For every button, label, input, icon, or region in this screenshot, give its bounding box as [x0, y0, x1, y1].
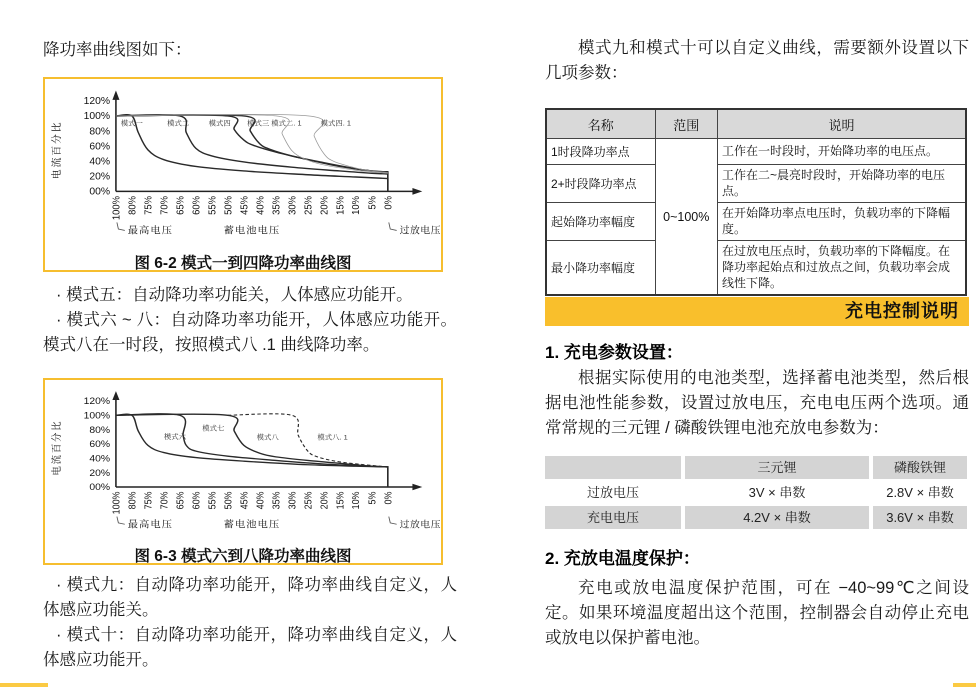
- page-corner-tab-right: [953, 683, 976, 687]
- svg-text:60%: 60%: [89, 439, 111, 450]
- derating-intro-text: 降功率曲线图如下：: [43, 41, 192, 59]
- param-name: 起始降功率幅度: [546, 203, 655, 241]
- svg-text:蓄电池电压: 蓄电池电压: [223, 225, 281, 237]
- svg-text:40%: 40%: [89, 156, 111, 168]
- bullet-mode-9: · 模式九：自动降功率功能开，降功率曲线自定义，人体感应功能关。: [43, 576, 457, 619]
- battery-header-lfp: 磷酸铁锂: [873, 456, 967, 479]
- svg-text:25%: 25%: [303, 196, 315, 215]
- derating-chart-svg: [45, 82, 441, 246]
- svg-text:75%: 75%: [143, 196, 155, 215]
- svg-text:50%: 50%: [223, 196, 235, 215]
- svg-text:模式六: 模式六: [163, 434, 187, 441]
- table-row: [546, 139, 966, 165]
- svg-text:45%: 45%: [237, 491, 250, 510]
- svg-text:30%: 30%: [285, 491, 298, 510]
- svg-text:55%: 55%: [205, 491, 218, 510]
- svg-text:过放电压: 过放电压: [399, 518, 441, 530]
- svg-text:模式八. 1: 模式八. 1: [317, 434, 348, 442]
- figure-6-2-caption: 图 6-2 模式一到四降功率曲线图: [134, 255, 352, 272]
- battery-header-ternary: 三元锂: [685, 456, 869, 479]
- svg-text:55%: 55%: [207, 196, 219, 215]
- svg-text:45%: 45%: [239, 196, 251, 215]
- params-header-desc: 说明: [718, 109, 966, 139]
- svg-text:25%: 25%: [301, 491, 314, 510]
- svg-text:120%: 120%: [83, 96, 111, 108]
- bullet-mode-5: · 模式五：自动降功率功能关，人体感应功能开。: [56, 286, 413, 304]
- param-desc: 工作在一时段时，开始降功率的电压点。: [718, 139, 966, 165]
- svg-text:0%: 0%: [381, 491, 394, 505]
- figure-6-3-caption: 图 6-3 模式六到八降功率曲线图: [134, 548, 352, 565]
- svg-text:70%: 70%: [159, 196, 171, 215]
- svg-text:00%: 00%: [89, 186, 111, 198]
- battery-cell: 4.2V × 串数: [685, 506, 869, 529]
- battery-cell: 3.6V × 串数: [873, 506, 967, 529]
- svg-text:20%: 20%: [89, 171, 111, 183]
- y-axis-label: 电流百分比: [51, 120, 63, 180]
- svg-text:过放电压: 过放电压: [399, 225, 441, 237]
- charge-control-banner: 充电控制说明: [545, 297, 969, 326]
- svg-text:模式三 模式二. 1: 模式三 模式二. 1: [247, 118, 302, 128]
- battery-cell: 2.8V × 串数: [886, 485, 954, 500]
- svg-text:15%: 15%: [333, 491, 346, 510]
- svg-text:20%: 20%: [319, 196, 331, 215]
- charge-params-paragraph: 根据实际使用的电池类型，选择蓄电池类型，然后根据电池性能参数，设置过放电压，充电电压两个选项。通常常规的三元锂 / 磷酸铁锂电池充放电参数为：: [545, 369, 969, 437]
- svg-text:65%: 65%: [175, 196, 187, 215]
- svg-text:80%: 80%: [89, 126, 111, 138]
- figure-6-2: [43, 77, 443, 272]
- param-range-value: 0~100%: [655, 139, 718, 296]
- svg-text:40%: 40%: [255, 196, 267, 215]
- svg-text:模式二: 模式二: [167, 118, 190, 128]
- param-name: 2+时段降功率点: [546, 165, 655, 203]
- svg-text:15%: 15%: [335, 196, 347, 215]
- svg-text:100%: 100%: [109, 491, 122, 515]
- mode-bullets-5-8: [43, 283, 457, 358]
- svg-text:65%: 65%: [173, 491, 186, 510]
- temp-protection-paragraph: 充电或放电温度保护范围，可在 −40~99℃之间设定。如果环境温度超出这个范围，控制器会自动停止充电或放电以保护蓄电池。: [545, 579, 969, 647]
- svg-text:20%: 20%: [317, 491, 330, 510]
- svg-text:5%: 5%: [365, 491, 378, 505]
- svg-text:模式八: 模式八: [256, 434, 279, 442]
- param-desc: 工作在二~晨亮时段时，开始降功率的电压点。: [718, 165, 966, 203]
- svg-text:40%: 40%: [253, 491, 266, 510]
- mode-bullets-9-10: [43, 573, 457, 673]
- derating-chart-modes-1-4: [45, 82, 441, 251]
- params-header-range: 范围: [655, 109, 718, 139]
- params-header-name: 名称: [546, 109, 655, 139]
- params-table-wrap: [545, 108, 969, 296]
- svg-text:模式一: 模式一: [120, 118, 143, 128]
- temp-protection-heading: 2. 充放电温度保护：: [545, 549, 700, 568]
- svg-text:100%: 100%: [83, 410, 111, 422]
- param-desc: 在开始降功率点电压时，负载功率的下降幅度。: [718, 203, 966, 241]
- bullet-mode-6-8: · 模式六 ~ 八：自动降功率功能开，人体感应功能开。模式八在一时段，按照模式八 .1 曲线降功率。: [43, 311, 457, 354]
- svg-text:60%: 60%: [191, 196, 203, 215]
- custom-curve-intro: 模式九和模式十可以自定义曲线，需要额外设置以下几项参数：: [545, 39, 969, 82]
- battery-table: [545, 456, 969, 529]
- battery-row-label: 过放电压: [586, 485, 639, 500]
- svg-text:35%: 35%: [269, 491, 282, 510]
- svg-text:10%: 10%: [351, 196, 363, 215]
- y-axis-label: 电流百分比: [51, 419, 63, 476]
- svg-text:80%: 80%: [127, 196, 139, 215]
- svg-text:蓄电池电压: 蓄电池电压: [223, 519, 281, 531]
- svg-text:70%: 70%: [157, 491, 170, 510]
- svg-text:75%: 75%: [141, 491, 154, 510]
- battery-header-empty: [545, 456, 681, 479]
- svg-text:100%: 100%: [83, 111, 111, 123]
- svg-text:60%: 60%: [89, 141, 111, 153]
- svg-text:35%: 35%: [271, 196, 283, 215]
- svg-text:模式四: 模式四: [208, 118, 231, 128]
- svg-text:30%: 30%: [287, 196, 299, 215]
- svg-text:80%: 80%: [125, 491, 138, 510]
- svg-text:最高电压: 最高电压: [127, 225, 174, 237]
- derating-chart-modes-6-8: [45, 383, 441, 544]
- svg-text:10%: 10%: [349, 491, 362, 510]
- battery-row-label: 充电电压: [545, 506, 681, 529]
- battery-cell: 3V × 串数: [748, 485, 806, 500]
- params-table: [545, 108, 967, 296]
- svg-text:40%: 40%: [89, 453, 111, 465]
- svg-text:120%: 120%: [83, 396, 111, 407]
- svg-text:00%: 00%: [89, 482, 111, 493]
- page-corner-tab-left: [0, 683, 48, 687]
- params-header-row: [546, 109, 966, 139]
- param-name: 1时段降功率点: [546, 139, 655, 165]
- bullet-mode-10: · 模式十：自动降功率功能开，降功率曲线自定义，人体感应功能开。: [43, 626, 457, 669]
- svg-text:60%: 60%: [189, 491, 202, 510]
- svg-text:模式四. 1: 模式四. 1: [320, 118, 351, 128]
- table-row: [546, 241, 966, 295]
- param-desc: 在过放电压点时，负载功率的下降幅度。在降功率起始点和过放点之间，负载功率会成线性下降。: [718, 241, 966, 295]
- svg-text:20%: 20%: [89, 468, 111, 479]
- svg-text:100%: 100%: [111, 196, 123, 221]
- param-name: 最小降功率幅度: [546, 241, 655, 295]
- table-row: [546, 165, 966, 203]
- table-row: [546, 203, 966, 241]
- derating-chart-svg: [45, 383, 441, 539]
- charge-params-heading: 1. 充电参数设置：: [545, 343, 683, 362]
- svg-text:最高电压: 最高电压: [127, 519, 174, 531]
- svg-text:50%: 50%: [221, 491, 234, 510]
- figure-6-3: [43, 378, 443, 565]
- svg-text:5%: 5%: [367, 196, 379, 210]
- svg-text:80%: 80%: [89, 425, 111, 436]
- svg-text:0%: 0%: [383, 196, 395, 210]
- svg-text:模式七: 模式七: [202, 425, 225, 433]
